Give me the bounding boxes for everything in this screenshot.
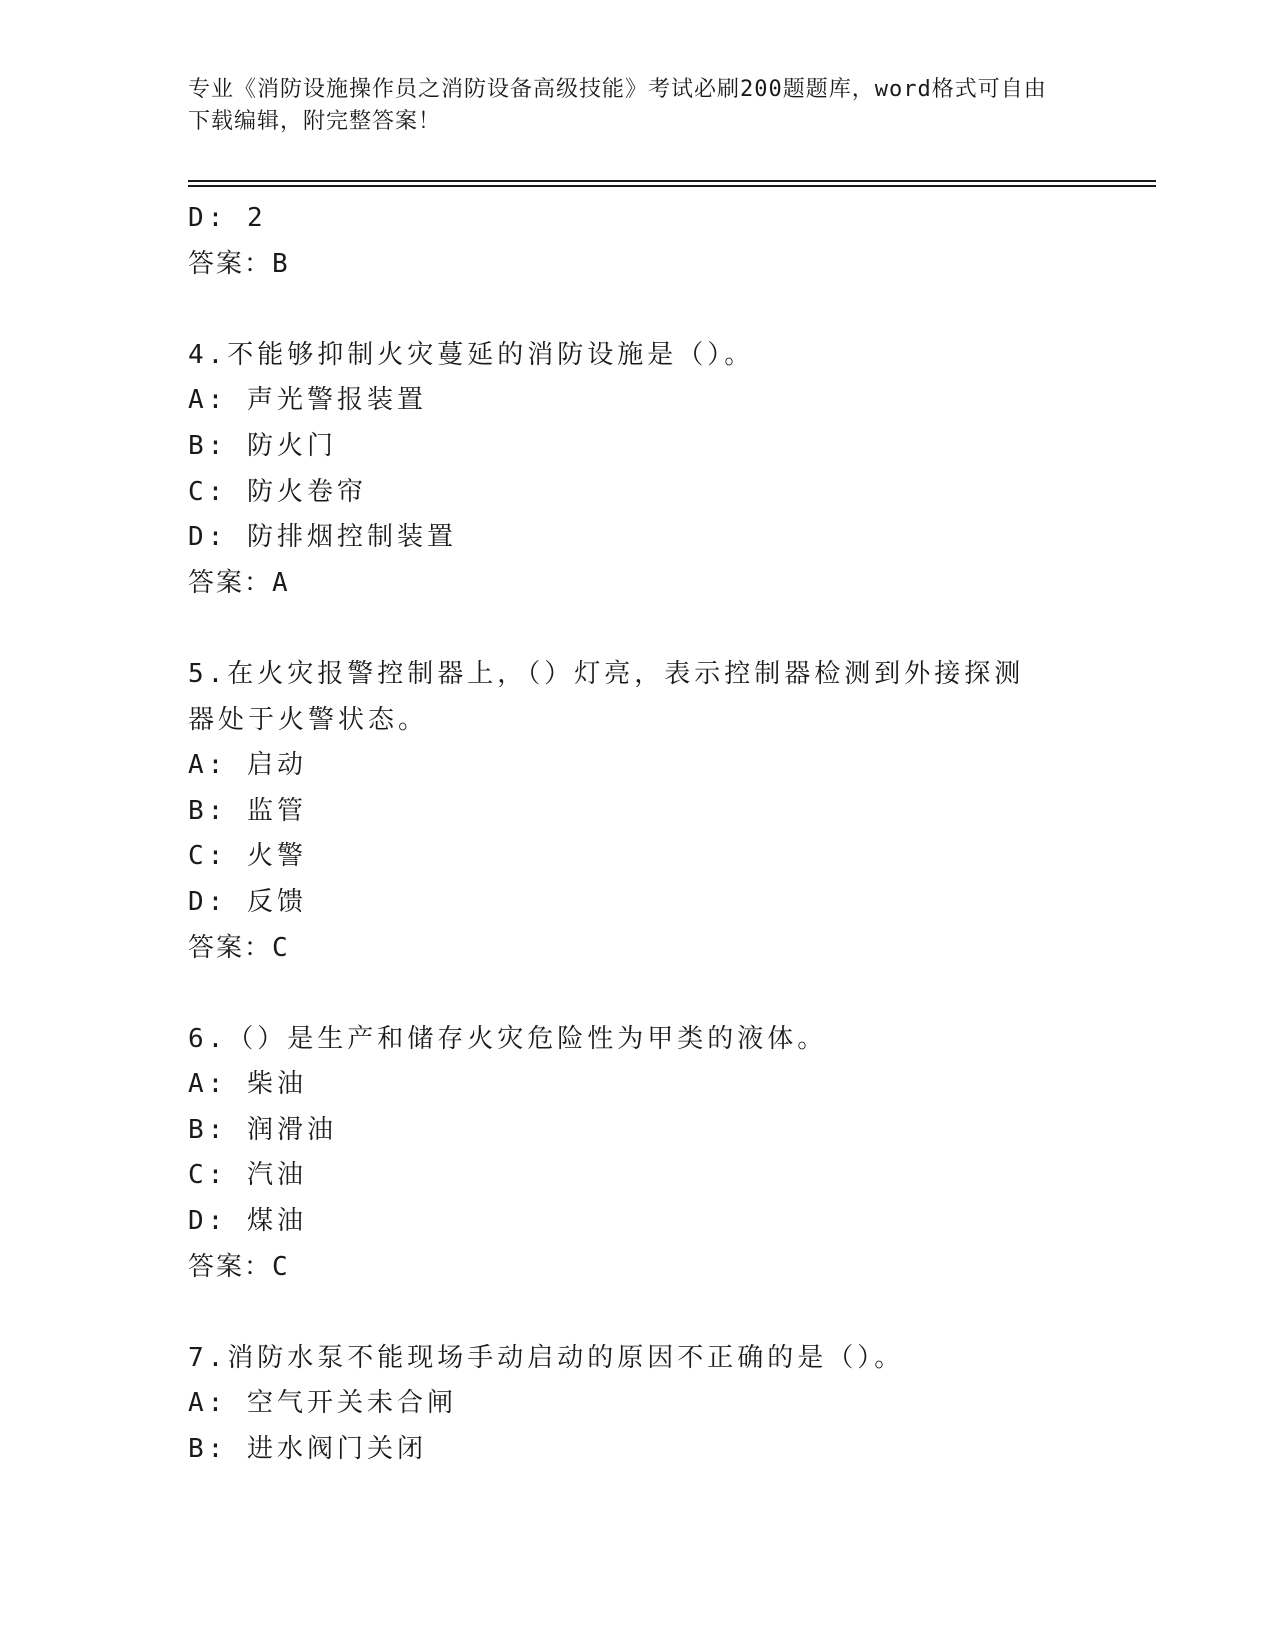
question-5 [188, 652, 1088, 971]
question-7 [188, 1336, 1088, 1473]
question-stem: 5.在火灾报警控制器上，（）灯亮，表示控制器检测到外接探测器处于火警状态。 [188, 658, 1025, 735]
question-stem: 4.不能够抑制火灾蔓延的消防设施是（）。 [188, 339, 755, 370]
option-c: C: 火警 [188, 841, 307, 872]
option-b: B: 监管 [188, 795, 307, 826]
question-6 [188, 1017, 1088, 1291]
answer-label: 答案：A [188, 567, 290, 598]
spacer [188, 1290, 1088, 1336]
header-divider-top [188, 180, 1156, 182]
header-divider-bottom [188, 185, 1156, 187]
question-stem: 7.消防水泵不能现场手动启动的原因不正确的是（）。 [188, 1342, 905, 1373]
question-3-continued [188, 196, 1088, 287]
option-c: C: 汽油 [188, 1160, 307, 1191]
option-b: B: 进水阀门关闭 [188, 1434, 427, 1465]
answer-label: 答案：C [188, 1251, 290, 1282]
spacer [188, 606, 1088, 652]
question-4 [188, 333, 1088, 607]
question-list [188, 196, 1088, 1473]
option-a: A: 启动 [188, 750, 307, 781]
option-a: A: 声光警报装置 [188, 385, 427, 416]
option-c: C: 防火卷帘 [188, 476, 367, 507]
answer-label: 答案：C [188, 932, 290, 963]
option-b: B: 防火门 [188, 430, 337, 461]
question-stem: 6.（）是生产和储存火灾危险性为甲类的液体。 [188, 1023, 828, 1054]
answer-label: 答案：B [188, 248, 290, 279]
option-b: B: 润滑油 [188, 1114, 337, 1145]
option-d: D: 防排烟控制装置 [188, 522, 457, 553]
option-d: D: 反馈 [188, 886, 307, 917]
option-d: D: 煤油 [188, 1206, 307, 1237]
spacer [188, 287, 1088, 333]
option-a: A: 空气开关未合闸 [188, 1388, 457, 1419]
document-header-title: 专业《消防设施操作员之消防设备高级技能》考试必刷200题题库，word格式可自由下载编辑，附完整答案！ [188, 77, 1047, 134]
spacer [188, 971, 1088, 1017]
option-a: A: 柴油 [188, 1069, 307, 1100]
option-d: D: 2 [188, 203, 267, 233]
